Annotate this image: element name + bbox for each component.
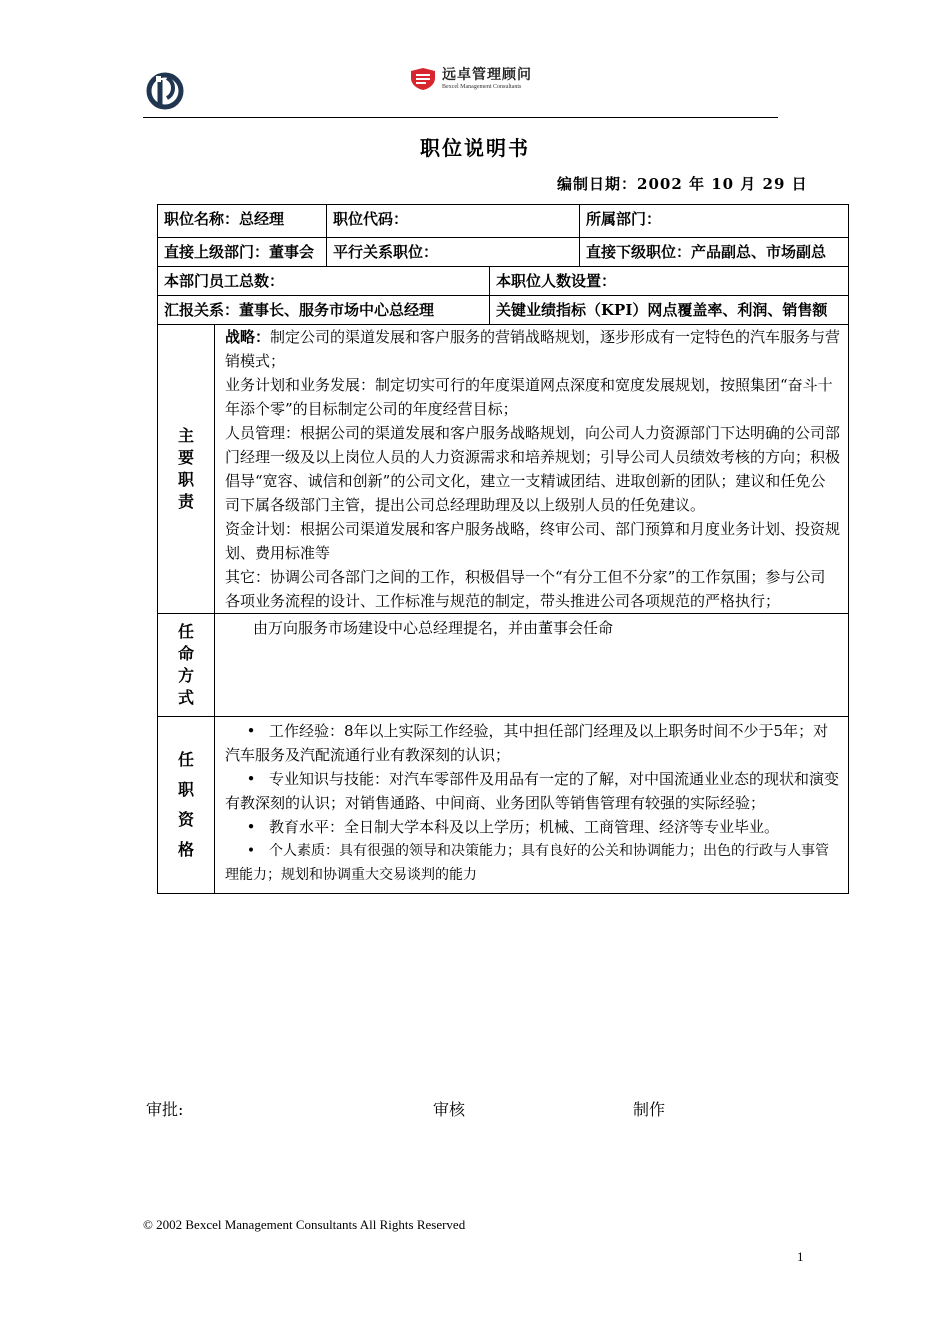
job-description-table	[157, 204, 849, 894]
bullet-icon: •	[246, 770, 256, 788]
qualification-label: 任 职 资 格	[158, 717, 215, 894]
parallel-position-cell: 平行关系职位：	[327, 238, 580, 267]
brand-mark-icon	[410, 68, 436, 90]
compile-date	[557, 173, 808, 194]
table-row	[158, 325, 849, 614]
position-name-cell: 职位名称：总经理	[158, 205, 327, 238]
direct-subordinate-cell: 直接下级职位：产品副总、市场副总	[580, 238, 849, 267]
compile-date-value: 2002 年 10 月 29 日	[637, 175, 808, 193]
reporting-relation-cell: 汇报关系：董事长、服务市场中心总经理	[158, 296, 490, 325]
header-divider	[143, 117, 778, 118]
approve-label: 审批:	[146, 1100, 184, 1119]
duty-strategy-label: 战略：	[225, 328, 271, 346]
review-label: 审核	[433, 1100, 466, 1119]
list-item: • 工作经验：8年以上实际工作经验，其中担任部门经理及以上职务时间不少于5年；对汽车服务及汽配流通行业有教深刻的认识；	[225, 719, 840, 767]
qualification-content	[215, 717, 849, 894]
duty-finance: 资金计划：根据公司渠道发展和客户服务战略，终审公司、部门预算和月度业务计划、投资规划、费用标准等	[225, 520, 841, 562]
list-item: • 教育水平：全日制大学本科及以上学历；机械、工商管理、经济等专业毕业。	[225, 815, 840, 839]
bullet-icon: •	[246, 818, 256, 836]
department-cell: 所属部门：	[580, 205, 849, 238]
duty-strategy-text: 制定公司的渠道发展和客户服务的营销战略规划，逐步形成有一定特色的汽车服务与营销模式；	[225, 328, 841, 370]
copyright-notice: © 2002 Bexcel Management Consultants All Rights Reserved	[143, 1217, 466, 1232]
table-row	[158, 296, 849, 325]
table-row	[158, 614, 849, 717]
brand-name-cn: 远卓管理顾问	[442, 67, 532, 83]
table-row	[158, 205, 849, 238]
list-item: • 个人素质：具有很强的领导和决策能力；具有良好的公关和协调能力；出色的行政与人事管理能力；规划和协调重大交易谈判的能力	[225, 839, 840, 887]
bullet-icon: •	[246, 722, 256, 740]
table-row	[158, 717, 849, 894]
kpi-cell: 关键业绩指标（KPI）网点覆盖率、利润、销售额	[490, 296, 849, 325]
page-title: 职位说明书	[420, 136, 530, 160]
appointment-content: 由万向服务市场建设中心总经理提名，并由董事会任命	[215, 614, 849, 717]
duty-hr: 人员管理：根据公司的渠道发展和客户服务战略规划，向公司人力资源部门下达明确的公司部门经理一级及以上岗位人员的人力资源需求和培养规划；引导公司人员绩效考核的方向；积极倡导“宽容、诚信和创新”的公司文化，建立一支精诚团结、进取创新的团队；建议和任免公司下属各级部门主管，提出公司总经理助理及以上级别人员的任免建议。	[225, 424, 841, 514]
brand-logo	[410, 68, 532, 90]
duties-content	[215, 325, 849, 614]
bullet-icon: •	[246, 843, 256, 859]
headcount-cell: 本职位人数设置：	[490, 267, 849, 296]
company-logo-icon	[146, 72, 184, 110]
staff-total-cell: 本部门员工总数：	[158, 267, 490, 296]
direct-superior-cell: 直接上级部门：董事会	[158, 238, 327, 267]
duty-strategy	[225, 325, 840, 373]
compile-date-label: 编制日期：	[557, 175, 638, 193]
position-code-label: 职位代码：	[333, 210, 409, 228]
page-number: 1	[797, 1249, 804, 1264]
table-row	[158, 267, 849, 296]
duty-other: 其它：协调公司各部门之间的工作，积极倡导一个“有分工但不分家”的工作氛围；参与公司各项业务流程的设计、工作标准与规范的制定，带头推进公司各项规范的严格执行；	[225, 568, 826, 610]
prepare-label: 制作	[633, 1100, 666, 1119]
brand-name-en: Bexcel Management Consultants	[442, 84, 522, 90]
duties-label: 主 要 职 责	[158, 325, 215, 614]
table-row	[158, 238, 849, 267]
position-code-cell	[327, 205, 580, 238]
appointment-label: 任 命 方 式	[158, 614, 215, 717]
list-item: • 专业知识与技能：对汽车零部件及用品有一定的了解，对中国流通业业态的现状和演变有教深刻的认识；对销售通路、中间商、业务团队等销售管理有较强的实际经验；	[225, 767, 840, 815]
duty-business: 业务计划和业务发展：制定切实可行的年度渠道网点深度和宽度发展规划，按照集团“奋斗十年添个零”的目标制定公司的年度经营目标；	[225, 376, 833, 418]
